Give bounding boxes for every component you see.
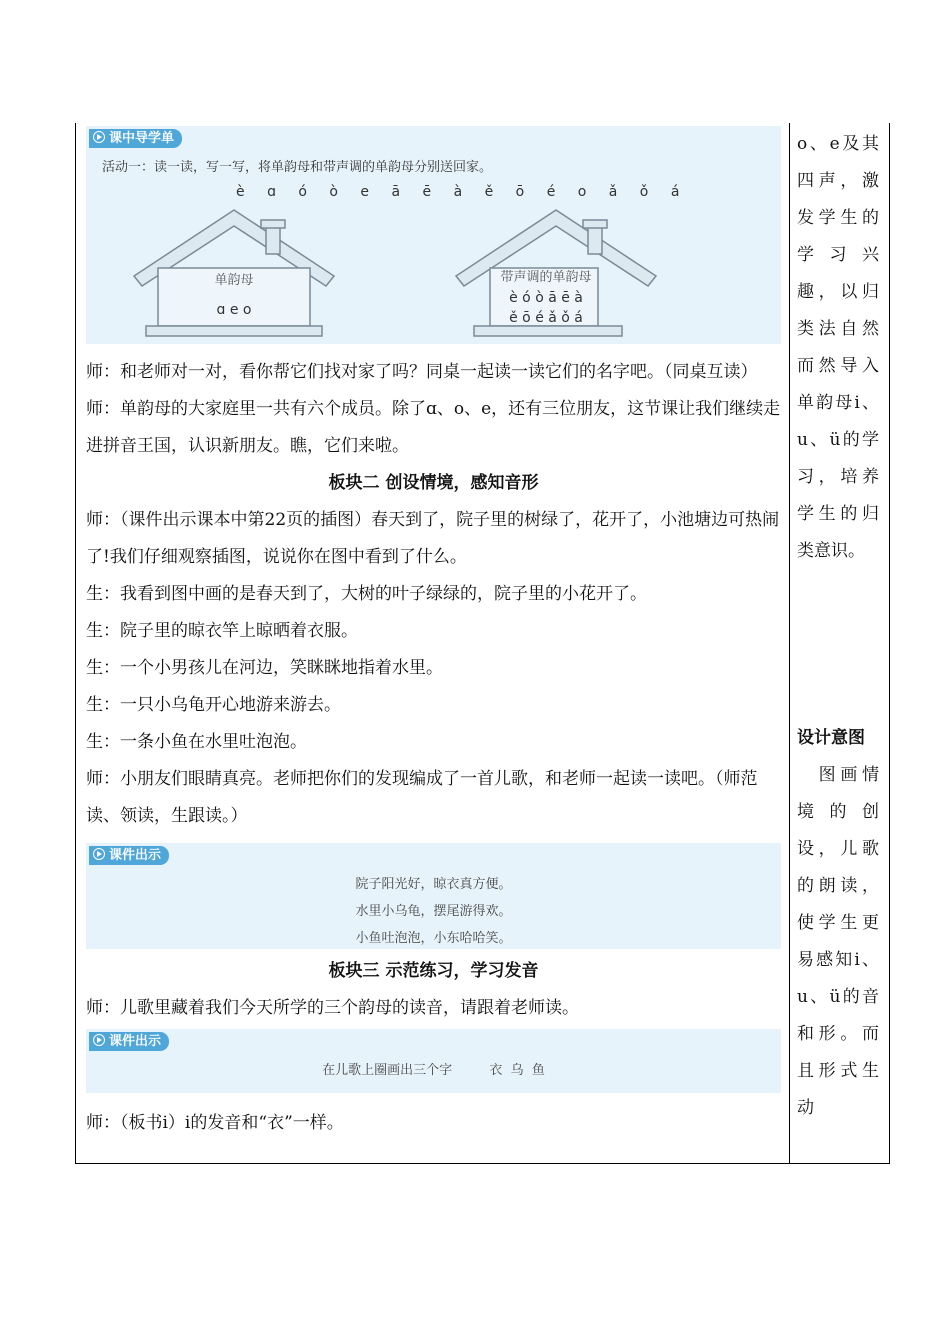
panel-tag: 课件出示	[89, 1032, 169, 1051]
side-text-2: 图画情境的创设，儿歌的朗读，使学生更易感知i、u、ü的音和形。而且形式生动	[797, 765, 879, 1118]
guide-panel	[86, 126, 781, 344]
circle-instruction: 在儿歌上圈画出三个字 衣 乌 鱼	[322, 1063, 545, 1078]
houses-illustration	[86, 126, 781, 344]
poem-line: 水里小乌龟，摆尾游得欢。	[355, 904, 512, 919]
letter-row: è ɑ ó ò e ā ē à ě ō é o ǎ ǒ á	[236, 184, 689, 200]
panel-tag: 课件出示	[89, 846, 169, 865]
poem	[86, 843, 781, 952]
teacher-line-1: 师：和老师对一对，看你帮它们找对家了吗？同桌一起读一读它们的名字吧。（同桌互读）	[86, 362, 758, 382]
main-column	[86, 126, 781, 1142]
play-icon	[93, 1034, 105, 1046]
house2-label: 带声调的单韵母	[500, 270, 592, 285]
section-heading-2: 板块二 创设情境，感知音形	[328, 473, 539, 493]
poem-line: 小鱼吐泡泡，小东哈哈笑。	[355, 931, 512, 946]
courseware-panel-poem	[86, 843, 781, 949]
house2-row2: ě ō é ǎ ǒ á	[509, 310, 583, 326]
teacher-line-5: 师：儿歌里藏着我们今天所学的三个韵母的读音，请跟着老师读。	[86, 998, 579, 1018]
play-icon	[93, 848, 105, 860]
side-text-1: o、e及其四声，激发学生的学习兴趣，以归类法自然而然导入单韵母i、u、ü的学习，培养学生的归类意识。	[797, 134, 879, 561]
panel-tag: 课中导学单	[89, 129, 182, 148]
student-line: 生：我看到图中画的是春天到了，大树的叶子绿绿的，院子里的小花开了。	[86, 584, 647, 604]
student-line: 生：一只小乌龟开心地游来游去。	[86, 695, 341, 715]
column-divider	[789, 123, 790, 1163]
activity-text: 活动一：读一读，写一写，将单韵母和带声调的单韵母分别送回家。	[102, 160, 493, 175]
poem-line: 院子阳光好，晾衣真方便。	[355, 877, 512, 892]
student-line: 生：一条小鱼在水里吐泡泡。	[86, 732, 307, 752]
design-intent-column	[797, 126, 879, 1127]
student-line: 生：一个小男孩儿在河边，笑眯眯地指着水里。	[86, 658, 443, 678]
section-heading-3: 板块三 示范练习，学习发音	[328, 961, 539, 981]
teacher-line-6: 师：（板书i）i的发音和“衣”一样。	[86, 1113, 344, 1133]
design-intent-title: 设计意图	[797, 728, 865, 748]
teacher-line-3: 师：（课件出示课本中第22页的插图）春天到了，院子里的树绿了，花开了，小池塘边可热闹了!我们仔细观察插图，说说你在图中看到了什么。	[86, 510, 780, 567]
teacher-line-4: 师：小朋友们眼睛真亮。老师把你们的发现编成了一首儿歌，和老师一起读一读吧。（师范读、领读，生跟读。）	[86, 769, 758, 826]
teacher-line-2: 师：单韵母的大家庭里一共有六个成员。除了ɑ、o、e，还有三位朋友，这节课让我们继续走进拼音王国，认识新朋友。瞧，它们来啦。	[86, 399, 781, 456]
student-line: 生：院子里的晾衣竿上晾晒着衣服。	[86, 621, 358, 641]
house1-letters: ɑ e o	[216, 302, 252, 318]
house1-label: 单韵母	[214, 273, 254, 288]
house2-row1: è ó ò ā ē à	[509, 290, 583, 306]
courseware-panel-circle	[86, 1029, 781, 1093]
